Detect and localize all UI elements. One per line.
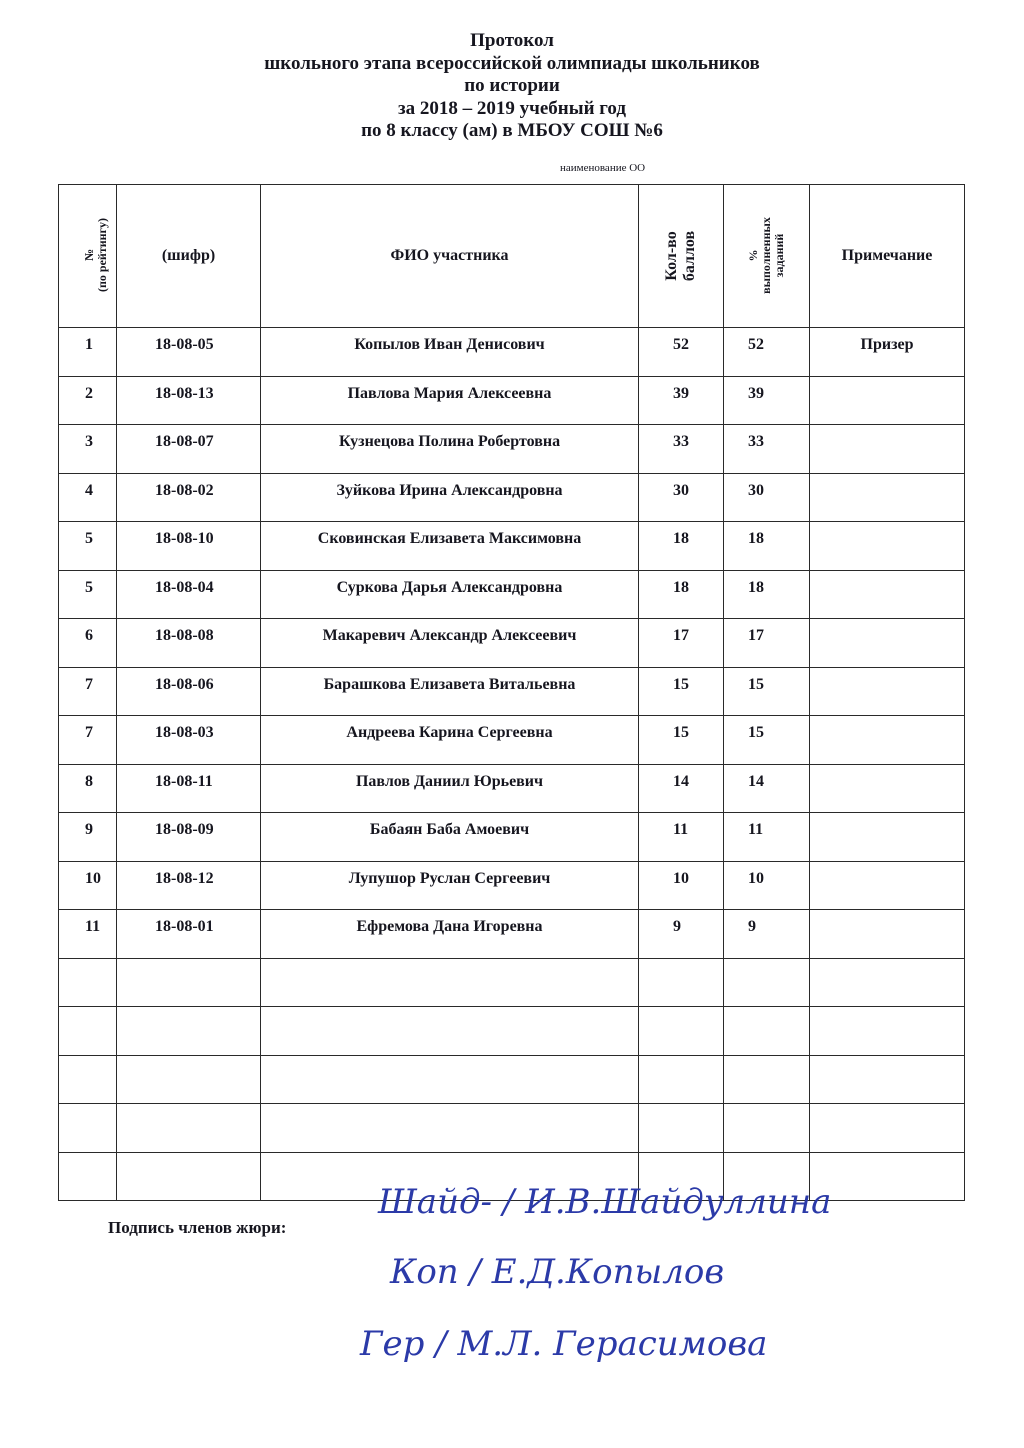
cell-note — [810, 522, 965, 571]
cell-name: Сковинская Елизавета Максимовна — [261, 522, 639, 571]
cell-percent: 33 — [724, 425, 810, 474]
cell-name: Копылов Иван Денисович — [261, 328, 639, 377]
cell-code: 18-08-11 — [117, 764, 261, 813]
doc-title: Протокол — [470, 30, 554, 51]
cell-note — [810, 861, 965, 910]
cell-percent: 17 — [724, 619, 810, 668]
cell-code: 18-08-13 — [117, 376, 261, 425]
header-rank — [59, 185, 117, 328]
cell-name: Бабаян Баба Амоевич — [261, 813, 639, 862]
cell-code: 18-08-09 — [117, 813, 261, 862]
cell-name: Лупушор Руслан Сергеевич — [261, 861, 639, 910]
cell-percent: 15 — [724, 716, 810, 765]
cell-score: 39 — [639, 376, 724, 425]
cell-note — [810, 910, 965, 959]
header-percent — [724, 185, 810, 328]
cell-code: 18-08-12 — [117, 861, 261, 910]
signature-1: Шайд- / И.В.Шайдуллина — [378, 1182, 832, 1222]
cell-rank: 6 — [59, 619, 117, 668]
doc-subtitle-stage: школьного этапа всероссийской олимпиады школьников — [264, 52, 760, 74]
cell-percent — [724, 1104, 810, 1153]
cell-score: 30 — [639, 473, 724, 522]
cell-name: Макаревич Александр Алексеевич — [261, 619, 639, 668]
cell-code: 18-08-02 — [117, 473, 261, 522]
cell-code: 18-08-03 — [117, 716, 261, 765]
cell-score: 52 — [639, 328, 724, 377]
cell-score: 18 — [639, 570, 724, 619]
cell-note — [810, 1104, 965, 1153]
cell-percent: 39 — [724, 376, 810, 425]
jury-signatures — [350, 1182, 990, 1422]
cell-score: 15 — [639, 667, 724, 716]
cell-score: 10 — [639, 861, 724, 910]
cell-percent: 11 — [724, 813, 810, 862]
cell-name: Ефремова Дана Игоревна — [261, 910, 639, 959]
cell-score: 18 — [639, 522, 724, 571]
cell-note — [810, 1007, 965, 1056]
school-caption: наименование ОО — [560, 162, 646, 174]
cell-score: 9 — [639, 910, 724, 959]
cell-name — [261, 1055, 639, 1104]
cell-percent: 14 — [724, 764, 810, 813]
header-rank-symbol: № — [82, 248, 96, 262]
cell-note — [810, 667, 965, 716]
table-row — [59, 328, 965, 377]
table-row — [59, 1104, 965, 1153]
cell-percent: 10 — [724, 861, 810, 910]
cell-rank: 5 — [59, 522, 117, 571]
cell-name: Павлов Даниил Юрьевич — [261, 764, 639, 813]
cell-rank: 8 — [59, 764, 117, 813]
table-row — [59, 958, 965, 1007]
cell-name: Павлова Мария Алексеевна — [261, 376, 639, 425]
cell-note — [810, 376, 965, 425]
header-percent-line3: заданий — [772, 233, 786, 277]
header-score — [639, 185, 724, 328]
cell-code: 18-08-08 — [117, 619, 261, 668]
cell-code — [117, 1104, 261, 1153]
cell-code: 18-08-10 — [117, 522, 261, 571]
header-score-line2: баллов — [681, 230, 698, 282]
cell-name — [261, 1104, 639, 1153]
cell-rank — [59, 1152, 117, 1201]
table-row — [59, 813, 965, 862]
cell-percent: 18 — [724, 570, 810, 619]
header-note: Примечание — [810, 185, 965, 328]
cell-score: 17 — [639, 619, 724, 668]
cell-code: 18-08-01 — [117, 910, 261, 959]
cell-rank: 5 — [59, 570, 117, 619]
cell-note — [810, 813, 965, 862]
cell-note — [810, 425, 965, 474]
table-row — [59, 1055, 965, 1104]
cell-score: 14 — [639, 764, 724, 813]
table-row — [59, 716, 965, 765]
cell-note — [810, 764, 965, 813]
results-table — [58, 184, 965, 1201]
cell-rank: 10 — [59, 861, 117, 910]
header-rank-sub: (по рейтингу) — [95, 218, 109, 292]
cell-percent: 9 — [724, 910, 810, 959]
table-row — [59, 764, 965, 813]
cell-name: Зуйкова Ирина Александровна — [261, 473, 639, 522]
cell-name — [261, 1007, 639, 1056]
cell-note: Призер — [810, 328, 965, 377]
cell-percent — [724, 1007, 810, 1056]
doc-subject: по истории — [464, 75, 560, 96]
cell-name — [261, 958, 639, 1007]
cell-score — [639, 1104, 724, 1153]
cell-rank: 3 — [59, 425, 117, 474]
cell-code: 18-08-04 — [117, 570, 261, 619]
cell-code: 18-08-06 — [117, 667, 261, 716]
cell-rank — [59, 1104, 117, 1153]
table-row — [59, 473, 965, 522]
cell-rank — [59, 958, 117, 1007]
header-code: (шифр) — [117, 185, 261, 328]
table-row — [59, 425, 965, 474]
cell-note — [810, 619, 965, 668]
table-row — [59, 1007, 965, 1056]
cell-rank: 7 — [59, 716, 117, 765]
cell-score: 15 — [639, 716, 724, 765]
table-row — [59, 910, 965, 959]
cell-rank — [59, 1007, 117, 1056]
cell-percent — [724, 958, 810, 1007]
cell-code — [117, 1007, 261, 1056]
cell-score: 33 — [639, 425, 724, 474]
cell-rank: 9 — [59, 813, 117, 862]
signature-2: Коп / Е.Д.Копылов — [390, 1252, 725, 1292]
cell-rank: 7 — [59, 667, 117, 716]
cell-code: 18-08-05 — [117, 328, 261, 377]
table-row — [59, 667, 965, 716]
header-percent-line1: % — [746, 249, 760, 261]
cell-percent: 15 — [724, 667, 810, 716]
cell-rank: 1 — [59, 328, 117, 377]
cell-name: Суркова Дарья Александровна — [261, 570, 639, 619]
cell-rank: 2 — [59, 376, 117, 425]
table-row — [59, 861, 965, 910]
cell-note — [810, 473, 965, 522]
table-header-row — [59, 185, 965, 328]
table-row — [59, 619, 965, 668]
signature-3: Гер / М.Л. Герасимова — [360, 1324, 768, 1364]
cell-name: Кузнецова Полина Робертовна — [261, 425, 639, 474]
cell-name: Барашкова Елизавета Витальевна — [261, 667, 639, 716]
cell-code — [117, 1055, 261, 1104]
cell-code — [117, 958, 261, 1007]
cell-percent: 30 — [724, 473, 810, 522]
cell-percent: 18 — [724, 522, 810, 571]
cell-score — [639, 958, 724, 1007]
cell-code — [117, 1152, 261, 1201]
header-name: ФИО участника — [261, 185, 639, 328]
cell-note — [810, 1055, 965, 1104]
jury-signature-label: Подпись членов жюри: — [108, 1218, 287, 1237]
table-row — [59, 570, 965, 619]
cell-code: 18-08-07 — [117, 425, 261, 474]
table-row — [59, 376, 965, 425]
cell-note — [810, 570, 965, 619]
cell-percent: 52 — [724, 328, 810, 377]
cell-note — [810, 958, 965, 1007]
cell-score — [639, 1055, 724, 1104]
cell-score: 11 — [639, 813, 724, 862]
header-percent-line2: выполненных — [759, 216, 773, 294]
cell-rank: 4 — [59, 473, 117, 522]
cell-score — [639, 1007, 724, 1056]
cell-rank: 11 — [59, 910, 117, 959]
cell-note — [810, 716, 965, 765]
doc-year: за 2018 – 2019 учебный год — [398, 97, 626, 119]
cell-percent — [724, 1055, 810, 1104]
doc-class-school: по 8 классу (ам) в МБОУ СОШ №6 — [361, 120, 663, 141]
header-score-line1: Кол-во — [663, 231, 680, 281]
table-row — [59, 522, 965, 571]
cell-name: Андреева Карина Сергеевна — [261, 716, 639, 765]
cell-rank — [59, 1055, 117, 1104]
document-header — [0, 30, 1024, 143]
